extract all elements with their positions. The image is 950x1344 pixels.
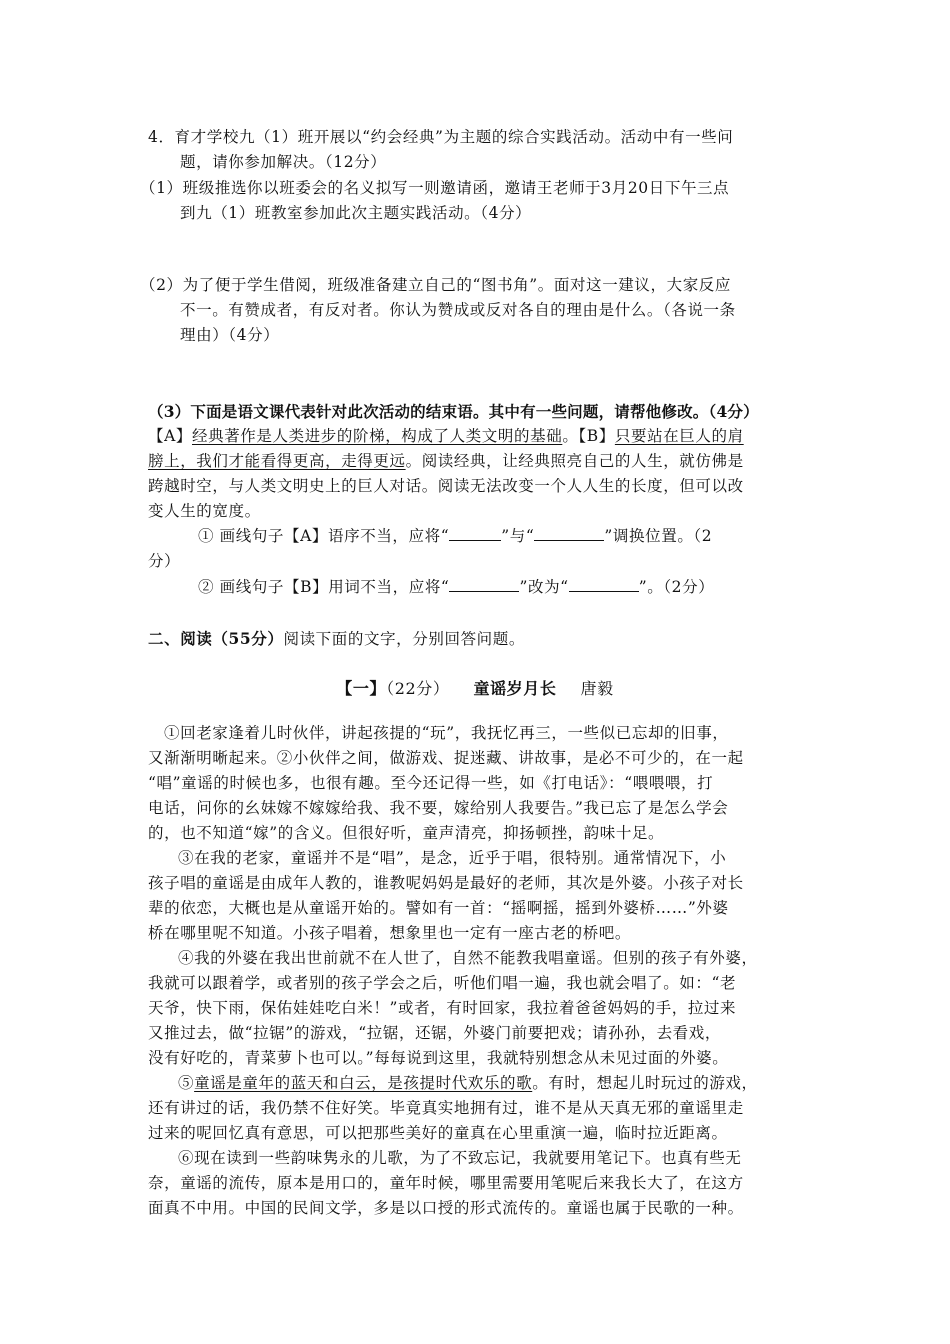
article-score: （22分） bbox=[386, 679, 450, 698]
q4-part3-line-2 bbox=[148, 450, 744, 473]
article-line: 又渐渐明晰起来。②小伙伴之间，做游戏、捉迷藏、讲故事，是必不可少的，在一起 bbox=[148, 749, 744, 767]
article-line: 桥在哪里呢不知道。小孩子唱着，想象里也一定有一座古老的桥吧。 bbox=[148, 924, 632, 942]
subq1-text-c: ”调换位置。（2 bbox=[604, 527, 713, 545]
tag-a: 【A】 bbox=[148, 427, 192, 445]
subq2-text-c: ”。（2分） bbox=[638, 578, 715, 596]
q4-part2-line-2: 不一。有赞成者，有反对者。你认为赞成或反对各自的理由是什么。（各说一条 bbox=[180, 301, 736, 319]
subq-2 bbox=[198, 576, 714, 599]
article-tag: 【一】 bbox=[336, 679, 387, 698]
article-line: 天爷，快下雨，保佑娃娃吃白米！”或者，有时回家，我拉着爸爸妈妈的手，拉过来 bbox=[148, 999, 737, 1017]
article-title: 童谣岁月长 bbox=[473, 679, 557, 698]
article-line-underlined bbox=[178, 1072, 758, 1095]
article-line: “唱”童谣的时候也多，也很有趣。至今还记得一些，如《打电话》：“喂喂喂，打 bbox=[148, 774, 714, 792]
underlined-sentence-a: 经典著作是人类进步的阶梯，构成了人类文明的基础 bbox=[192, 427, 563, 445]
article-line: 电话，问你的幺妹嫁不嫁嫁给我、我不要，嫁给别人我要告。”我已忘了是怎么学会 bbox=[148, 799, 729, 817]
paragraph-number: ⑤ bbox=[178, 1074, 195, 1092]
subq1-text-a: ① 画线句子【A】语序不当，应将“ bbox=[198, 527, 450, 545]
article-line: 我就可以跟着学，或者别的孩子学会之后，听他们唱一遍，我也就会唱了。如：“老 bbox=[148, 974, 737, 992]
article-line: 奈，童谣的流传，原本是用口的，童年时候，哪里需要用笔呢后来我长大了，在这方 bbox=[148, 1174, 744, 1192]
article-line: ①回老家逢着儿时伙伴，讲起孩提的“玩”，我抚忆再三，一些似已忘却的旧事， bbox=[164, 724, 729, 742]
article-line: 辈的依恋，大概也是从童谣开始的。譬如有一首：“摇啊摇，摇到外婆桥……”外婆 bbox=[148, 899, 729, 917]
q4-part2-line-1: （2）为了便于学生借阅，班级准备建立自己的“图书角”。面对这一建议，大家反应 bbox=[140, 276, 732, 294]
subq2-text-b: ”改为“ bbox=[519, 578, 569, 596]
article-line: 又推过去，做“拉锯”的游戏，“拉锯，还锯，外婆门前要把戏；请孙孙，去看戏， bbox=[148, 1024, 721, 1042]
article-line: 孩子唱的童谣是由成年人教的，谁教呢妈妈是最好的老师，其次是外婆。小孩子对长 bbox=[148, 874, 744, 892]
article-title-line bbox=[0, 677, 950, 701]
article-line: 面真不中用。中国的民间文学，多是以口授的形式流传的。童谣也属于民歌的一种。 bbox=[148, 1199, 744, 1217]
subq2-text-a: ② 画线句子【B】用词不当，应将“ bbox=[198, 578, 450, 596]
q4-part3-line-1 bbox=[148, 425, 744, 448]
article-author: 唐毅 bbox=[580, 679, 614, 698]
q4-part1-line-2: 到九（1）班教室参加此次主题实践活动。（4分） bbox=[180, 204, 532, 222]
section-2-instruction: 阅读下面的文字，分别回答问题。 bbox=[283, 630, 525, 648]
article-line: 过来的呢回忆真有意思，可以把那些美好的童真在心里重演一遍，临时拉近距离。 bbox=[148, 1124, 728, 1142]
underlined-sentence: 童谣是童年的蓝天和白云，是孩提时代欢乐的歌 bbox=[194, 1074, 533, 1092]
part3-line2-rest: 。阅读经典，让经典照亮自己的人生，就仿佛是 bbox=[405, 452, 744, 470]
sentence-a-end: 。 bbox=[562, 427, 579, 445]
subq1-text-b: ”与“ bbox=[501, 527, 535, 545]
article-line: ③在我的老家，童谣并不是“唱”，是念，近乎于唱，很特别。通常情况下，小 bbox=[178, 849, 727, 867]
q4-part3-line-4: 变人生的宽度。 bbox=[148, 502, 261, 520]
tag-b: 【B】 bbox=[578, 427, 615, 445]
subq2-blank-1[interactable] bbox=[449, 577, 519, 592]
subq1-blank-2[interactable] bbox=[534, 526, 604, 541]
q4-part3-line-3: 跨越时空，与人类文明史上的巨人对话。阅读无法改变一个人人生的长度，但可以改 bbox=[148, 477, 744, 495]
q4-part2-line-3: 理由）（4分） bbox=[180, 326, 280, 344]
q4-stem-line-2: 题，请你参加解决。（12分） bbox=[180, 153, 387, 171]
article-line: 没有好吃的，青菜萝卜也可以。”每每说到这里，我就特别想念从未见过面的外婆。 bbox=[148, 1049, 729, 1067]
subq1-blank-1[interactable] bbox=[449, 526, 501, 541]
underlined-sentence-b-part1: 只要站在巨人的肩 bbox=[614, 427, 744, 445]
article-line: 还有讲过的话，我仍禁不住好笑。毕竟真实地拥有过，谁不是从天真无邪的童谣里走 bbox=[148, 1099, 744, 1117]
line-rest: 。有时，想起儿时玩过的游戏， bbox=[532, 1074, 758, 1092]
q4-part3-heading: （3）下面是语文课代表针对此次活动的结束语。其中有一些问题，请帮他修改。（4分） bbox=[148, 402, 759, 421]
article-line: 的，也不知道“嫁”的含义。但很好听，童声清亮，抑扬顿挫，韵味十足。 bbox=[148, 824, 665, 842]
q4-part1-line-1: （1）班级推选你以班委会的名义拟写一则邀请函，邀请王老师于3月20日下午三点 bbox=[140, 179, 730, 197]
article-line: ④我的外婆在我出世前就不在人世了，自然不能教我唱童谣。但别的孩子有外婆， bbox=[178, 949, 758, 967]
q4-stem-line-1: 4．育才学校九（1）班开展以“约会经典”为主题的综合实践活动。活动中有一些问 bbox=[148, 128, 734, 146]
subq-1 bbox=[198, 525, 712, 548]
section-2-heading bbox=[148, 627, 525, 651]
subq2-blank-2[interactable] bbox=[569, 577, 639, 592]
article-line: ⑥现在读到一些韵味隽永的儿歌，为了不致忘记，我就要用笔记下。也真有些无 bbox=[178, 1149, 742, 1167]
section-2-title: 二、阅读（55分） bbox=[148, 629, 284, 648]
subq1-line-2: 分） bbox=[148, 552, 181, 570]
underlined-sentence-b-part2: 膀上，我们才能看得更高，走得更远 bbox=[148, 452, 406, 470]
